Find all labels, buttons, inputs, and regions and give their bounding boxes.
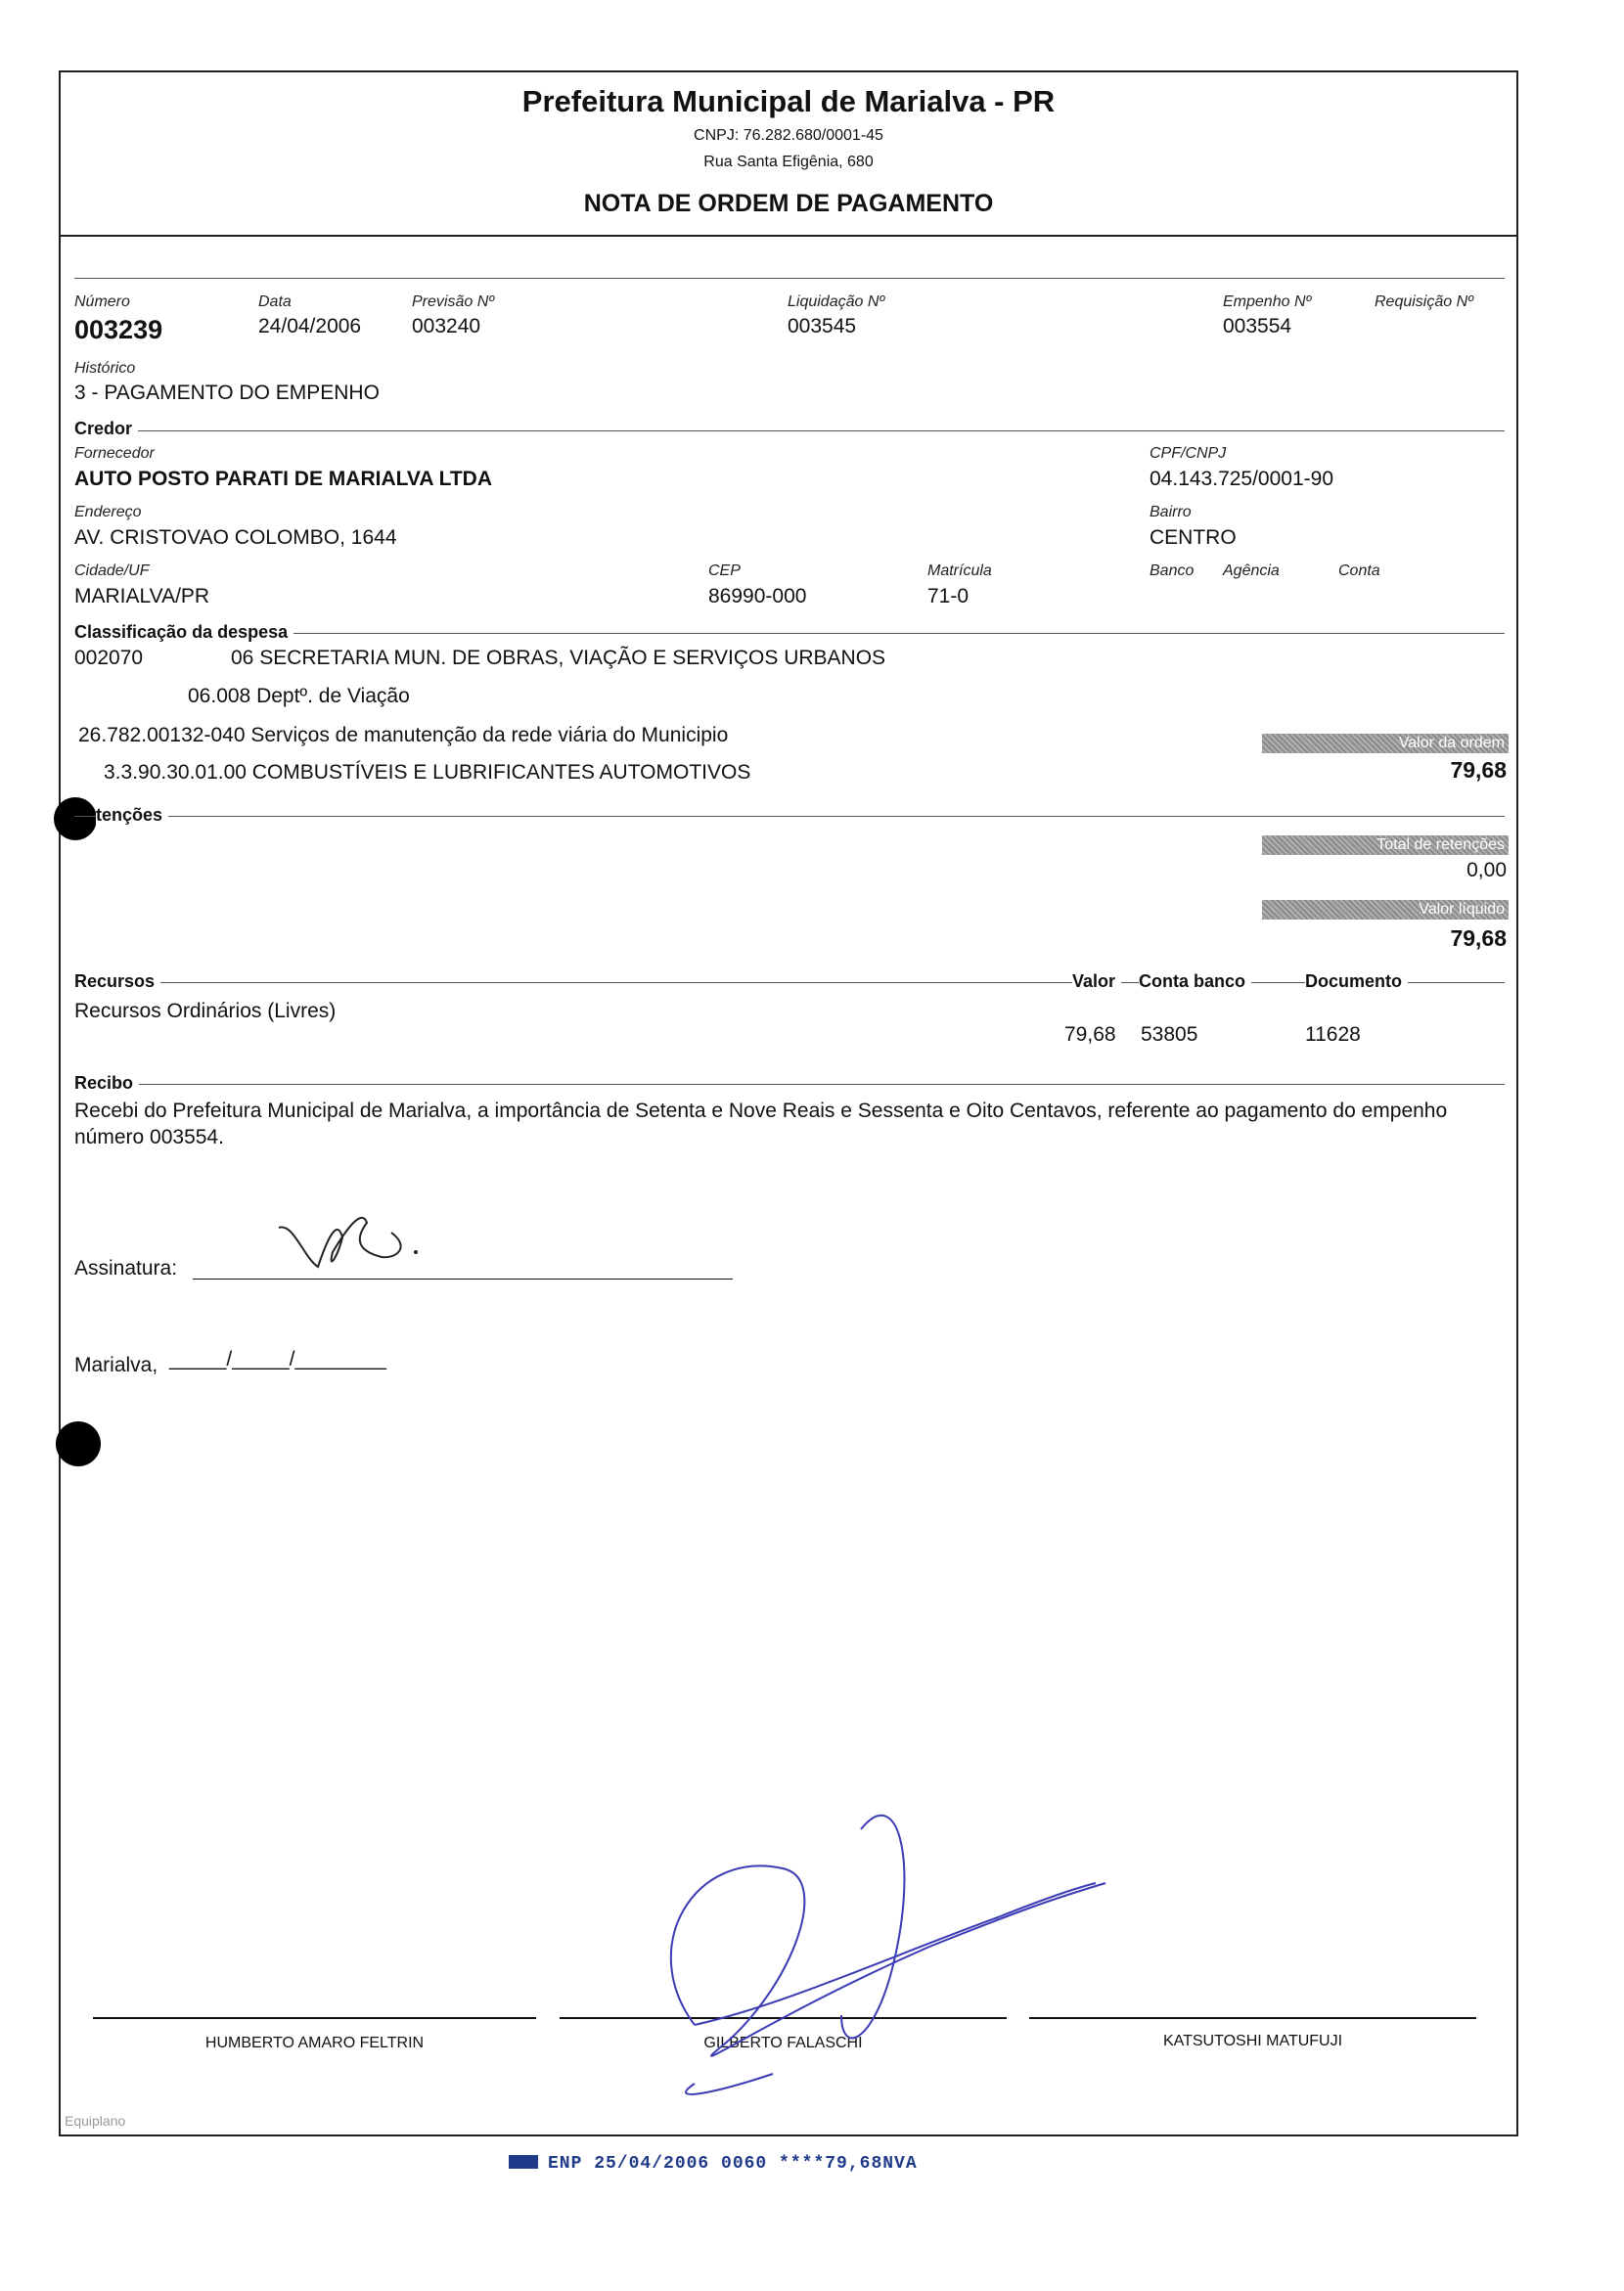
cnpj-text: CNPJ: 76.282.680/0001-45: [694, 127, 883, 144]
numero-label: Número: [74, 293, 130, 310]
total-retencoes-value: 0,00: [1466, 859, 1507, 881]
local-label: Marialva,: [74, 1354, 158, 1376]
address-text: Rua Santa Efigênia, 680: [703, 154, 874, 170]
classificacao-departamento: 06.008 Deptº. de Viação: [188, 685, 410, 707]
recursos-section-title: Recursos: [74, 971, 160, 992]
ids-divider: [74, 278, 1505, 279]
matricula-value: 71-0: [927, 585, 970, 607]
fornecedor-value: AUTO POSTO PARATI DE MARIALVA LTDA: [74, 468, 492, 490]
assinatura-line: [193, 1279, 733, 1280]
previsao-label: Previsão Nº: [412, 293, 495, 310]
cep-value: 86990-000: [708, 585, 807, 607]
matricula-label: Matrícula: [927, 562, 992, 579]
classificacao-secretaria: 06 SECRETARIA MUN. DE OBRAS, VIAÇÃO E SERVIÇOS URBANOS: [231, 647, 886, 669]
classificacao-code: 002070: [74, 647, 144, 669]
recibo-divider: [74, 1084, 1505, 1085]
credor-section-title: Credor: [74, 419, 138, 439]
cpf-label: CPF/CNPJ: [1150, 445, 1227, 462]
historico-label: Histórico: [74, 360, 136, 377]
recursos-conta-header: Conta banco: [1139, 971, 1251, 992]
classificacao-elemento: 3.3.90.30.01.00 COMBUSTÍVEIS E LUBRIFICANTES AUTOMOTIVOS: [104, 761, 751, 784]
signatory-3: KATSUTOSHI MATUFUJI: [1162, 2033, 1343, 2049]
punch-hole-bottom: [56, 1421, 101, 1466]
historico-value: 3 - PAGAMENTO DO EMPENHO: [74, 382, 380, 404]
liquidacao-value: 003545: [788, 315, 857, 337]
recursos-valor: 79,68: [1064, 1023, 1116, 1046]
signatory-1: HUMBERTO AMARO FELTRIN: [204, 2035, 425, 2051]
signature-line-1: [93, 2017, 536, 2019]
header-divider: [59, 235, 1518, 237]
classificacao-section-title: Classificação da despesa: [74, 622, 293, 643]
recibo-signature-scribble: [274, 1198, 440, 1277]
software-name: Equiplano: [65, 2113, 126, 2129]
document-title: NOTA DE ORDEM DE PAGAMENTO: [583, 190, 994, 217]
recursos-divider: [74, 982, 1505, 983]
data-value: 24/04/2006: [258, 315, 362, 337]
blue-signature: [636, 1790, 1125, 2113]
recibo-text: Recebi do Prefeitura Municipal de Marialva, a importância de Setenta e Nove Reais e Sessenta e Oito Centavos, referente ao pagamento do empenho número 003554.: [74, 1100, 1448, 1148]
valor-ordem-header: Valor da ordem: [1262, 734, 1509, 753]
recursos-fonte: Recursos Ordinários (Livres): [74, 1000, 337, 1022]
fornecedor-label: Fornecedor: [74, 445, 155, 462]
bairro-label: Bairro: [1150, 504, 1192, 520]
total-retencoes-header: Total de retenções: [1262, 835, 1509, 855]
assinatura-label: Assinatura:: [74, 1257, 178, 1280]
empenho-value: 003554: [1223, 315, 1292, 337]
numero-value: 003239: [74, 315, 163, 344]
recursos-valor-header: Valor: [1072, 971, 1121, 992]
recursos-documento-header: Documento: [1305, 971, 1408, 992]
punch-hole-top: [54, 797, 97, 840]
recursos-conta-banco: 53805: [1141, 1023, 1198, 1046]
date-blanks: _____/_____/________: [169, 1348, 386, 1370]
empenho-label: Empenho Nº: [1223, 293, 1312, 310]
cidade-value: MARIALVA/PR: [74, 585, 210, 607]
valor-liquido-header: Valor líquido: [1262, 900, 1509, 920]
page-title: Prefeitura Municipal de Marialva - PR: [521, 84, 1056, 118]
requisicao-label: Requisição Nº: [1375, 293, 1473, 310]
banco-label: Banco: [1150, 562, 1195, 579]
cep-label: CEP: [708, 562, 741, 579]
stamp-logo-icon: [509, 2155, 538, 2169]
agencia-label: Agência: [1223, 562, 1280, 579]
previsao-value: 003240: [412, 315, 481, 337]
endereco-label: Endereço: [74, 504, 142, 520]
recibo-section-title: Recibo: [74, 1073, 139, 1094]
bairro-value: CENTRO: [1150, 526, 1237, 549]
data-label: Data: [258, 293, 292, 310]
payment-stamp: ENP 25/04/2006 0060 ****79,68NVA: [548, 2154, 918, 2174]
signatory-2: GILBERTO FALASCHI: [703, 2035, 863, 2051]
conta-label: Conta: [1338, 562, 1380, 579]
valor-ordem-value: 79,68: [1450, 757, 1507, 783]
liquidacao-label: Liquidação Nº: [788, 293, 885, 310]
credor-divider: [74, 430, 1505, 431]
cpf-value: 04.143.725/0001-90: [1150, 468, 1334, 490]
classificacao-programa: 26.782.00132-040 Serviços de manutenção da rede viária do Municipio: [78, 724, 729, 746]
recursos-documento: 11628: [1305, 1023, 1361, 1046]
retencoes-section-title: tenções: [96, 805, 168, 826]
retencoes-divider: [74, 816, 1505, 817]
endereco-value: AV. CRISTOVAO COLOMBO, 1644: [74, 526, 397, 549]
valor-liquido-value: 79,68: [1450, 925, 1507, 951]
cidade-label: Cidade/UF: [74, 562, 150, 579]
